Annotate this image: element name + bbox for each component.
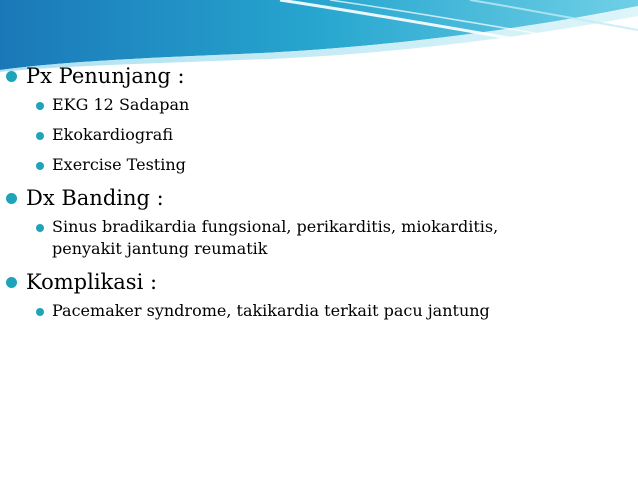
bullet-icon [6, 277, 17, 288]
bullet-icon [36, 162, 44, 170]
sub-list [26, 94, 638, 176]
section-heading: Dx Banding : [26, 186, 164, 210]
section-heading: Px Penunjang : [26, 64, 185, 88]
bullet-list [0, 62, 638, 322]
section-dx-banding [0, 184, 638, 260]
slide-content [0, 62, 638, 330]
list-item-text: Sinus bradikardia fungsional, perikarditis, miokarditis, penyakit jantung reumatik [52, 217, 499, 258]
list-item-text: Pacemaker syndrome, takikardia terkait pacu jantung [52, 301, 490, 320]
list-item-text: Exercise Testing [52, 155, 186, 174]
bullet-icon [36, 132, 44, 140]
sub-list [26, 300, 638, 322]
list-item [26, 94, 572, 116]
list-item [26, 216, 572, 260]
section-heading: Komplikasi : [26, 270, 158, 294]
sub-list [26, 216, 638, 260]
list-item [26, 300, 572, 322]
section-komplikasi [0, 268, 638, 322]
list-item [26, 124, 572, 146]
list-item-text: Ekokardiografi [52, 125, 173, 144]
bullet-icon [36, 224, 44, 232]
bullet-icon [6, 193, 17, 204]
bullet-icon [6, 71, 17, 82]
section-px-penunjang [0, 62, 638, 176]
list-item [26, 154, 572, 176]
list-item-text: EKG 12 Sadapan [52, 95, 190, 114]
bullet-icon [36, 308, 44, 316]
bullet-icon [36, 102, 44, 110]
